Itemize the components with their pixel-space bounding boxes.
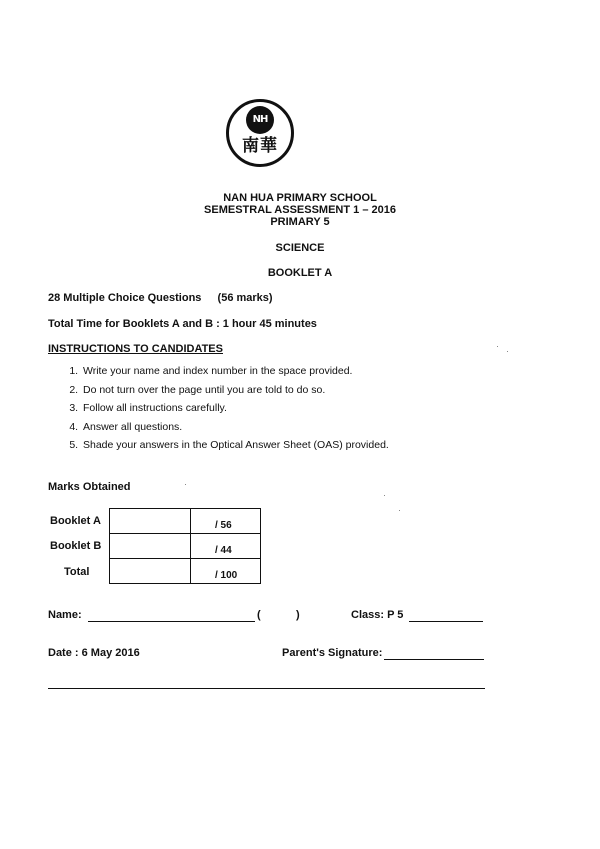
total-label: Total bbox=[64, 566, 90, 578]
questions-info bbox=[48, 292, 273, 304]
instructions-list bbox=[52, 362, 389, 455]
scan-speck bbox=[399, 510, 400, 511]
marks-table bbox=[109, 508, 261, 584]
index-close-paren: ) bbox=[296, 609, 300, 621]
signature-field[interactable] bbox=[384, 659, 484, 660]
table-row bbox=[110, 534, 261, 559]
assessment-title: SEMESTRAL ASSESSMENT 1 – 2016 bbox=[204, 204, 396, 216]
scan-speck bbox=[384, 495, 385, 496]
date-label: Date : 6 May 2016 bbox=[48, 647, 140, 659]
total-time: Total Time for Booklets A and B : 1 hour 45 minutes bbox=[48, 318, 317, 330]
instruction-item: 4. Answer all questions. bbox=[81, 418, 389, 437]
marks-obtained-heading: Marks Obtained bbox=[48, 481, 131, 493]
booklet-b-score-cell[interactable] bbox=[110, 534, 191, 559]
total-max: / 100 bbox=[191, 559, 261, 584]
questions-count: 28 Multiple Choice Questions bbox=[48, 292, 202, 304]
instructions-heading: INSTRUCTIONS TO CANDIDATES bbox=[48, 343, 223, 355]
instruction-item: 5. Shade your answers in the Optical Answer Sheet (OAS) provided. bbox=[81, 436, 389, 455]
school-name: NAN HUA PRIMARY SCHOOL bbox=[223, 192, 377, 204]
booklet-b-label: Booklet B bbox=[50, 540, 102, 552]
school-crest-logo bbox=[226, 99, 294, 167]
level-title: PRIMARY 5 bbox=[270, 216, 330, 228]
index-open-paren: ( bbox=[257, 609, 261, 621]
booklet-title: BOOKLET A bbox=[267, 267, 333, 279]
logo-chinese-name: 南華 bbox=[242, 136, 278, 156]
table-row bbox=[110, 509, 261, 534]
table-row bbox=[110, 559, 261, 584]
scan-speck bbox=[185, 484, 186, 485]
scan-speck bbox=[497, 346, 498, 347]
name-label: Name: bbox=[48, 609, 82, 621]
logo-initials: NH bbox=[246, 106, 274, 134]
booklet-a-label: Booklet A bbox=[50, 515, 101, 527]
subject-title: SCIENCE bbox=[275, 242, 325, 254]
instruction-item: 3. Follow all instructions carefully. bbox=[81, 399, 389, 418]
class-label: Class: P 5 bbox=[351, 609, 404, 621]
marks-count: (56 marks) bbox=[217, 292, 273, 304]
booklet-a-score-cell[interactable] bbox=[110, 509, 191, 534]
booklet-a-max: / 56 bbox=[191, 509, 261, 534]
scan-speck bbox=[507, 351, 508, 352]
name-field[interactable] bbox=[88, 621, 255, 622]
instruction-item: 2. Do not turn over the page until you are told to do so. bbox=[81, 381, 389, 400]
total-score-cell[interactable] bbox=[110, 559, 191, 584]
signature-label: Parent's Signature: bbox=[282, 647, 383, 659]
class-field[interactable] bbox=[409, 621, 483, 622]
bottom-divider bbox=[48, 688, 485, 689]
booklet-b-max: / 44 bbox=[191, 534, 261, 559]
instruction-item: 1. Write your name and index number in the space provided. bbox=[81, 362, 389, 381]
